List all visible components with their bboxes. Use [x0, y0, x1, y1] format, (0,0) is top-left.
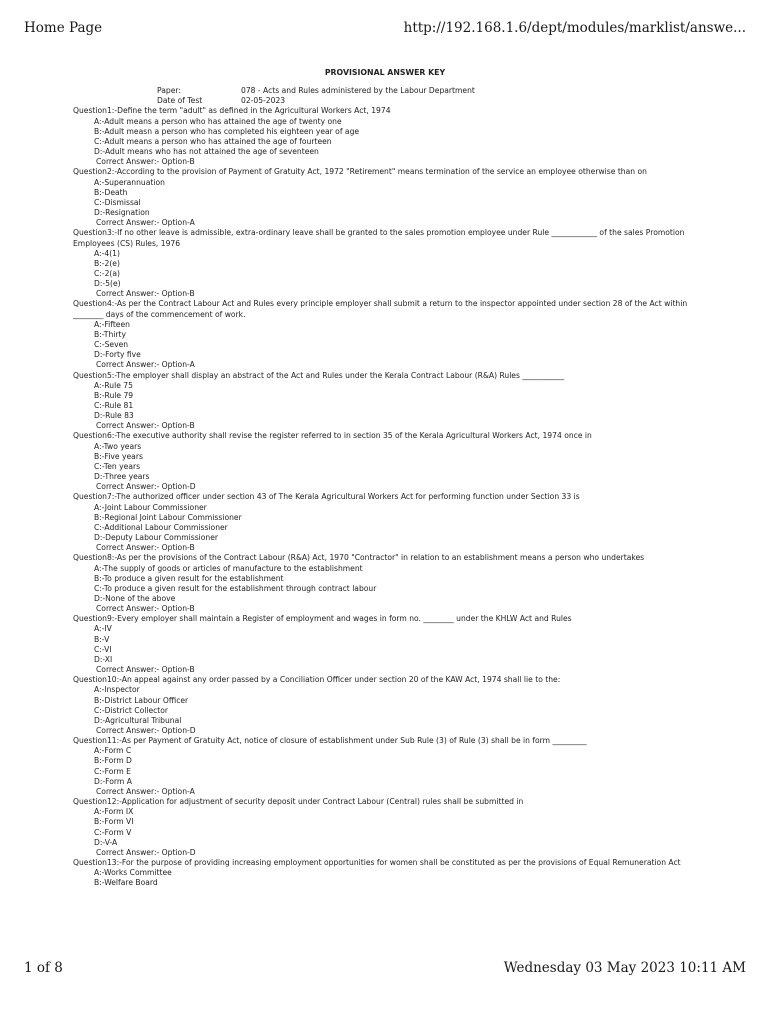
- answer-option: D:-Three years: [94, 472, 150, 482]
- question-text: Question12:-Application for adjustment of security deposit under Contract Labour (Central) rules shall be submitted in: [73, 797, 524, 807]
- answer-option: D:-Deputy Labour Commissioner: [94, 533, 219, 543]
- question-block: [73, 736, 689, 797]
- answer-option: B:-Welfare Board: [94, 878, 158, 888]
- answer-option: B:-To produce a given result for the establishment: [94, 573, 284, 583]
- date-row: [73, 96, 689, 106]
- paper-row: [73, 86, 689, 96]
- correct-answer: Correct Answer:- Option-D: [96, 726, 196, 735]
- question-text: Question1:-Define the term "adult" as defined in the Agricultural Workers Act, 1974: [73, 106, 391, 116]
- answer-option: C:-Seven: [94, 340, 129, 350]
- paper-label: Paper:: [157, 86, 181, 96]
- answer-option: C:-Ten years: [94, 461, 141, 471]
- answer-option: B:-Thirty: [94, 329, 126, 339]
- answer-option: B:-District Labour Officer: [94, 695, 189, 705]
- print-header-title: Home Page: [24, 20, 103, 36]
- correct-answer: Correct Answer:- Option-A: [96, 360, 195, 370]
- question-text: Question10:-An appeal against any order passed by a Conciliation Officer under section 20 of the KAW Act, 1974 shall lie to the:: [73, 675, 561, 685]
- answer-option: D:-V-A: [94, 837, 118, 847]
- answer-option: A:-The supply of goods or articles of manufacture to the establishment: [94, 563, 363, 573]
- question-block: [73, 675, 689, 736]
- answer-option: D:-5(e): [94, 279, 121, 289]
- answer-option: C:-Dismissal: [94, 197, 141, 207]
- answer-option: B:-Form D: [94, 756, 132, 766]
- answer-option: C:-2(a): [94, 268, 121, 278]
- answer-option: C:-District Collector: [94, 705, 169, 715]
- question-block: [73, 106, 689, 167]
- correct-answer: Correct Answer:- Option-B: [96, 289, 195, 299]
- answer-option: C:-Rule 81: [94, 401, 134, 410]
- question-block: [73, 299, 689, 370]
- answer-option: A:-Works Committee: [94, 868, 172, 878]
- answer-option: D:-Rule 83: [94, 411, 134, 421]
- answer-option: A:-Fifteen: [94, 319, 130, 329]
- answer-option: C:-VI: [94, 644, 112, 654]
- answer-option: D:-Resignation: [94, 208, 150, 218]
- question-block: [73, 797, 689, 858]
- question-block: [73, 492, 689, 553]
- answer-option: A:-Form IX: [94, 807, 134, 817]
- answer-option: B:-2(e): [94, 258, 120, 268]
- answer-option: D:-XI: [94, 654, 113, 664]
- answer-option: D:-Forty five: [94, 350, 141, 360]
- answer-option: B:-Form VI: [94, 817, 134, 827]
- question-text: Question2:-According to the provision of Payment of Gratuity Act, 1972 "Retirement" means termination of the service an employee otherwise than on: [73, 167, 647, 177]
- question-text: Question8:-As per the provisions of the Contract Labour (R&A) Act, 1970 "Contractor" in relation to an establishment means a person who undertakes: [73, 553, 645, 563]
- question-block: [73, 858, 689, 888]
- answer-option: A:-Form C: [94, 746, 132, 756]
- answer-option: A:-Joint Labour Commissioner: [94, 502, 207, 512]
- answer-option: A:-Two years: [94, 441, 142, 451]
- answer-option: B:-Adult measn a person who has completed his eighteen year of age: [94, 126, 360, 136]
- question-block: [73, 614, 689, 675]
- print-timestamp: Wednesday 03 May 2023 10:11 AM: [503, 960, 746, 976]
- answer-option: B:-Rule 79: [94, 390, 134, 400]
- question-text: Question9:-Every employer shall maintain a Register of employment and wages in form no. ________ under the KHLW Act and Rules: [73, 614, 572, 624]
- answer-option: B:-Death: [94, 187, 128, 197]
- answer-option: A:-Adult means a person who has attained the age of twenty one: [94, 116, 342, 126]
- correct-answer: Correct Answer:- Option-B: [96, 421, 195, 431]
- question-text: Question11:-As per Payment of Gratuity Act, notice of closure of establishment under Sub Rule (3) of Rule (3) shall be in form _________: [73, 736, 587, 746]
- answer-option: D:-Agricultural Tribunal: [94, 715, 182, 725]
- answer-option: D:-Form A: [94, 776, 132, 786]
- question-text: Question4:-As per the Contract Labour Act and Rules every principle employer shall submit a return to the inspector appointed under section 28 of the Act within ________ days of the commencement of work.: [73, 299, 688, 319]
- correct-answer: Correct Answer:- Option-B: [96, 665, 195, 675]
- question-text: Question5:-The employer shall display an abstract of the Act and Rules under the Kerala Contract Labour (R&A) Rules ___________: [73, 370, 565, 380]
- document-title: PROVISIONAL ANSWER KEY: [324, 68, 446, 77]
- correct-answer: Correct Answer:- Option-B: [96, 157, 195, 167]
- answer-option: C:-To produce a given result for the establishment through contract labour: [94, 583, 377, 593]
- answer-option: C:-Additional Labour Commissioner: [94, 522, 228, 532]
- question-text: Question13:-For the purpose of providing increasing employment opportunities for women shall be constituted as per the provisions of Equal Remuneration Act: [73, 858, 681, 868]
- answer-option: B:-Five years: [94, 451, 143, 461]
- question-block: [73, 167, 689, 228]
- question-list: [73, 106, 689, 888]
- question-text: Question6:-The executive authority shall revise the register referred to in section 35 of the Kerala Agricultural Workers Act, 1974 once in: [73, 431, 592, 441]
- answer-option: A:-Inspector: [94, 685, 140, 695]
- answer-option: C:-Adult means a person who has attained the age of fourteen: [94, 136, 332, 146]
- answer-option: A:-Rule 75: [94, 380, 133, 390]
- answer-option: A:-4(1): [94, 248, 120, 258]
- date-label: Date of Test: [157, 96, 203, 106]
- correct-answer: Correct Answer:- Option-A: [96, 218, 195, 228]
- answer-option: C:-Form E: [94, 766, 131, 776]
- page-indicator: 1 of 8: [24, 960, 63, 976]
- question-block: [73, 371, 689, 432]
- correct-answer: Correct Answer:- Option-D: [96, 482, 196, 492]
- paper-value: 078 - Acts and Rules administered by the Labour Department: [241, 86, 475, 96]
- answer-option: C:-Form V: [94, 827, 132, 837]
- correct-answer: Correct Answer:- Option-A: [96, 786, 195, 796]
- date-value: 02-05-2023: [241, 96, 286, 106]
- question-text: Question3:-If no other leave is admissible, extra-ordinary leave shall be granted to the sales promotion employee under Rule ____________ of the sales Promotion Employees (CS) Rules, 1976: [73, 228, 685, 248]
- question-block: [73, 553, 689, 614]
- question-block: [73, 431, 689, 492]
- answer-option: D:-Adult means who has not attained the age of seventeen: [94, 147, 319, 157]
- answer-key-document: [73, 68, 689, 889]
- answer-option: A:-IV: [94, 624, 112, 634]
- question-block: [73, 228, 689, 299]
- question-text: Question7:-The authorized officer under section 43 of The Kerala Agricultural Workers Act for performing function under Section 33 is: [73, 492, 580, 502]
- correct-answer: Correct Answer:- Option-B: [96, 604, 195, 614]
- answer-option: B:-Regional Joint Labour Commissioner: [94, 512, 242, 522]
- answer-option: D:-None of the above: [94, 593, 176, 603]
- answer-option: B:-V: [94, 634, 110, 644]
- correct-answer: Correct Answer:- Option-B: [96, 543, 195, 553]
- correct-answer: Correct Answer:- Option-D: [96, 847, 196, 857]
- print-header-url: http://192.168.1.6/dept/modules/marklist/answe...: [403, 20, 746, 36]
- answer-option: A:-Superannuation: [94, 177, 165, 187]
